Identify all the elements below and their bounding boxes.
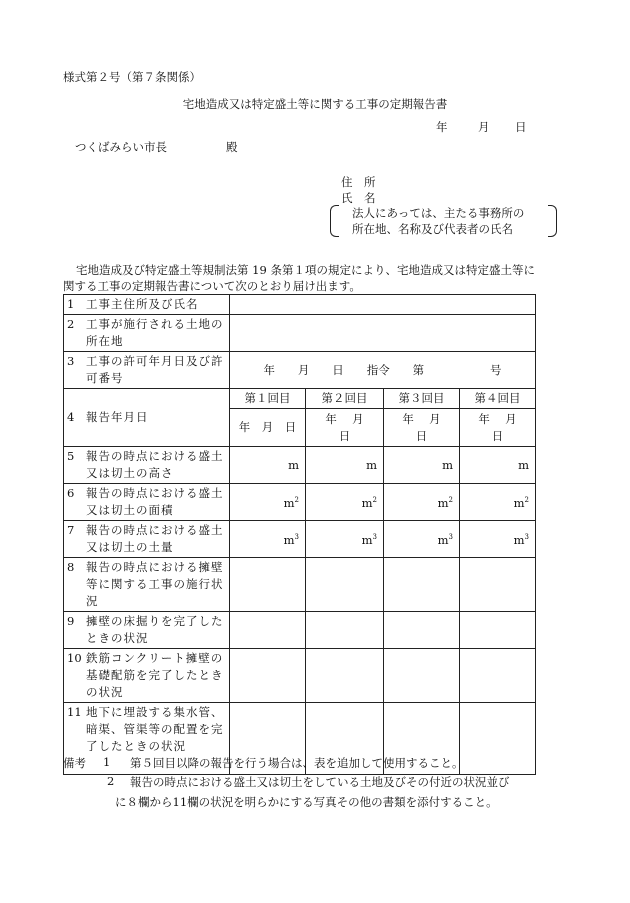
remark-2-text-b: に８欄から11欄の状況を明らかにする写真その他の書類を添付すること。: [115, 795, 498, 809]
owner-field[interactable]: [230, 295, 536, 315]
height-cell[interactable]: [306, 447, 384, 484]
report-date-1[interactable]: [230, 409, 306, 447]
name-label: 氏 名: [341, 191, 376, 205]
row-label: [64, 315, 230, 352]
date-d: 日: [491, 428, 504, 443]
unit-m: m: [442, 457, 453, 472]
row-text: 報告年月日: [86, 410, 149, 424]
unit-exp: 2: [372, 496, 377, 505]
date-d: 日: [415, 428, 428, 443]
permit-field[interactable]: [230, 352, 536, 389]
table-row: [64, 484, 536, 521]
unit-m: m: [288, 457, 299, 472]
row-label: [64, 389, 230, 447]
status-cell[interactable]: [460, 703, 536, 775]
row-number: 3: [67, 354, 75, 368]
row-label: [64, 352, 230, 389]
table-row: [64, 558, 536, 612]
remark-2-text-a: 報告の時点における盛土又は切土をしている土地及びその付近の状況並び: [130, 775, 510, 789]
row-text: 工事が施行される土地の所在地: [86, 317, 224, 348]
report-header-4: 第４回目: [460, 389, 536, 409]
date-d: 日: [338, 428, 351, 443]
status-cell[interactable]: [460, 649, 536, 703]
table-row: [64, 649, 536, 703]
height-cell[interactable]: [384, 447, 460, 484]
remark-1-text: 第５回目以降の報告を行う場合は、表を追加して使用すること。: [130, 756, 464, 770]
unit-m: m: [518, 457, 529, 472]
row-number: 9: [67, 614, 75, 628]
unit-exp: 2: [294, 496, 299, 505]
row-number: 2: [67, 317, 75, 331]
status-cell[interactable]: [460, 612, 536, 649]
form-id: 様式第２号（第７条関係）: [63, 70, 201, 84]
permit-number-space: [447, 362, 467, 379]
status-cell[interactable]: [384, 649, 460, 703]
intro-line1: 宅地造成及び特定盛土等規制法第 19 条第１項の規定により、宅地造成又は特定盛土等に: [76, 263, 535, 277]
unit-m: m: [366, 457, 377, 472]
report-date-3[interactable]: [384, 409, 460, 447]
row-label: [64, 447, 230, 484]
address-label: 住 所: [341, 175, 376, 189]
row-text: 報告の時点における擁壁等に関する工事の施行状況: [86, 560, 224, 608]
row-number: 6: [67, 486, 75, 500]
report-date-2[interactable]: [306, 409, 384, 447]
unit-m2: m: [283, 495, 295, 510]
row-text: 報告の時点における盛土又は切土の土量: [86, 523, 224, 554]
report-header-1: 第１回目: [230, 389, 306, 409]
row-text: 工事の許可年月日及び許可番号: [86, 354, 224, 385]
unit-m3: m: [513, 532, 525, 547]
permit-order: 指令: [366, 362, 390, 377]
status-cell[interactable]: [306, 612, 384, 649]
unit-exp: 2: [524, 496, 529, 505]
permit-month: 月: [297, 362, 310, 377]
remark-2-number: 2: [107, 774, 115, 788]
row-text: 報告の時点における盛土又は切土の面積: [86, 486, 224, 517]
row-number: 7: [67, 523, 75, 537]
status-cell[interactable]: [306, 649, 384, 703]
row-label: [64, 558, 230, 612]
date-ym: 年 月: [478, 411, 517, 426]
unit-m3: m: [361, 532, 373, 547]
status-cell[interactable]: [306, 558, 384, 612]
row-label: [64, 649, 230, 703]
unit-exp: 2: [448, 496, 453, 505]
permit-dai: 第: [412, 362, 425, 377]
unit-exp: 3: [294, 533, 299, 542]
permit-day: 日: [332, 362, 344, 377]
row-label: [64, 295, 230, 315]
height-cell[interactable]: [460, 447, 536, 484]
row-number: 11: [67, 705, 82, 719]
date-ym: 年 月: [402, 411, 441, 426]
table-row: [64, 447, 536, 484]
applicant-note-line1: 法人にあっては、主たる事務所の: [352, 206, 525, 220]
area-cell[interactable]: [460, 484, 536, 521]
addressee-name: つくばみらい市長: [75, 140, 167, 154]
table-row: [64, 352, 536, 389]
row-number: 10: [67, 651, 82, 665]
volume-cell[interactable]: [384, 521, 460, 558]
area-cell[interactable]: [384, 484, 460, 521]
date-text: 年 月 日: [238, 420, 297, 434]
table-row: [64, 389, 536, 409]
row-label: [64, 521, 230, 558]
date-year: 年: [436, 120, 448, 134]
report-header-3: 第３回目: [384, 389, 460, 409]
row-number: 8: [67, 560, 75, 574]
volume-cell[interactable]: [306, 521, 384, 558]
addressee-honorific: 殿: [226, 140, 238, 154]
date-day: 日: [515, 120, 527, 134]
unit-exp: 3: [448, 533, 453, 542]
date-month: 月: [478, 120, 490, 134]
row-text: 地下に埋設する集水管、暗渠、管渠等の配置を完了したときの状況: [86, 705, 224, 753]
row-text: 報告の時点における盛土又は切土の高さ: [86, 449, 224, 480]
remark-1-number: 1: [103, 755, 111, 769]
row-number: 1: [67, 297, 75, 311]
unit-exp: 3: [524, 533, 529, 542]
status-cell[interactable]: [460, 558, 536, 612]
report-header-2: 第２回目: [306, 389, 384, 409]
row-label: [64, 612, 230, 649]
report-table: [63, 294, 536, 775]
volume-cell[interactable]: [230, 521, 306, 558]
table-row: [64, 315, 536, 352]
row-text: 鉄筋コンクリート擁壁の基礎配筋を完了したときの状況: [86, 651, 224, 699]
status-cell[interactable]: [384, 612, 460, 649]
area-cell[interactable]: [230, 484, 306, 521]
unit-m3: m: [283, 532, 295, 547]
status-cell[interactable]: [384, 558, 460, 612]
status-cell[interactable]: [230, 612, 306, 649]
remarks-label: 備考: [63, 756, 86, 770]
applicant-note-line2: 所在地、名称及び代表者の氏名: [352, 222, 513, 236]
unit-m3: m: [437, 532, 449, 547]
table-row: [64, 295, 536, 315]
bracket-right: [548, 205, 557, 237]
row-text: 工事主住所及び氏名: [86, 297, 199, 311]
volume-cell[interactable]: [460, 521, 536, 558]
status-cell[interactable]: [230, 558, 306, 612]
page-title: 宅地造成又は特定盛土等に関する工事の定期報告書: [182, 97, 448, 111]
row-label: [64, 484, 230, 521]
permit-year: 年: [263, 362, 275, 377]
row-number: 5: [67, 449, 75, 463]
report-date-4[interactable]: [460, 409, 536, 447]
intro-line2: 関する工事の定期報告書について次のとおり届け出ます。: [63, 279, 361, 293]
bracket-left: [330, 205, 339, 237]
height-cell[interactable]: [230, 447, 306, 484]
permit-go: 号: [489, 362, 502, 377]
table-row: [64, 521, 536, 558]
row-number: 4: [67, 410, 75, 424]
location-field[interactable]: [230, 315, 536, 352]
unit-m2: m: [513, 495, 525, 510]
unit-m2: m: [361, 495, 373, 510]
date-ym: 年 月: [325, 411, 364, 426]
unit-m2: m: [437, 495, 449, 510]
row-text: 擁壁の床掘りを完了したときの状況: [86, 614, 224, 645]
table-row: [64, 612, 536, 649]
status-cell[interactable]: [230, 649, 306, 703]
unit-exp: 3: [372, 533, 377, 542]
area-cell[interactable]: [306, 484, 384, 521]
